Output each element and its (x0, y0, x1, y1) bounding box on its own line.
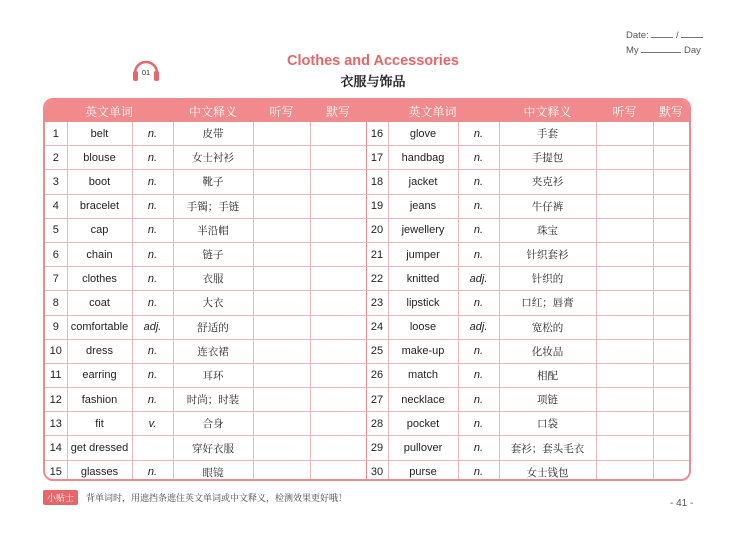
entry-word: dress (67, 339, 132, 363)
entry-part-of-speech: n. (458, 242, 499, 266)
tip-text: 背单词时，用遮挡条遮住英文单词或中文释义，检测效果更好哦！ (86, 493, 348, 503)
silent-blank[interactable] (653, 146, 689, 170)
entry-meaning: 链子 (173, 242, 253, 266)
entry-meaning: 手套 (499, 122, 596, 146)
entry-number: 9 (45, 315, 67, 339)
table-row (45, 122, 689, 146)
entry-word: get dressed (67, 436, 132, 460)
entry-number: 28 (366, 412, 388, 436)
tip-bar (43, 490, 347, 505)
entry-number: 13 (45, 412, 67, 436)
silent-blank[interactable] (653, 436, 689, 460)
entry-meaning: 项链 (499, 388, 596, 412)
title-chinese: 衣服与饰品 (340, 74, 406, 89)
entry-word: necklace (388, 388, 458, 412)
silent-blank[interactable] (310, 412, 366, 436)
entry-part-of-speech: n. (132, 146, 173, 170)
listen-blank[interactable] (253, 242, 310, 266)
silent-blank[interactable] (653, 339, 689, 363)
entry-number: 3 (45, 170, 67, 194)
entry-meaning: 衣服 (173, 267, 253, 291)
vocabulary-table (43, 98, 691, 481)
table-row (45, 218, 689, 242)
listen-blank[interactable] (253, 267, 310, 291)
entry-part-of-speech: n. (132, 363, 173, 387)
entry-meaning: 化妆品 (499, 339, 596, 363)
entry-meaning: 舒适的 (173, 315, 253, 339)
table-row (45, 412, 689, 436)
silent-blank[interactable] (653, 218, 689, 242)
entry-meaning: 相配 (499, 363, 596, 387)
listen-blank[interactable] (253, 315, 310, 339)
entry-meaning: 穿好衣服 (173, 436, 253, 460)
entry-word: comfortable (67, 315, 132, 339)
silent-blank[interactable] (310, 339, 366, 363)
month-blank[interactable] (651, 28, 673, 38)
listen-blank[interactable] (253, 291, 310, 315)
day-label: Day (683, 45, 701, 56)
silent-blank[interactable] (310, 218, 366, 242)
entry-word: pocket (388, 412, 458, 436)
entry-number: 22 (366, 267, 388, 291)
entry-number: 10 (45, 339, 67, 363)
table-row (45, 339, 689, 363)
entry-meaning: 口红；唇膏 (499, 291, 596, 315)
listen-blank[interactable] (596, 412, 653, 436)
entry-word: belt (67, 122, 132, 146)
silent-blank[interactable] (653, 122, 689, 146)
entry-meaning: 口袋 (499, 412, 596, 436)
silent-blank[interactable] (310, 315, 366, 339)
listen-blank[interactable] (253, 170, 310, 194)
entry-meaning: 针织的 (499, 267, 596, 291)
listen-blank[interactable] (596, 194, 653, 218)
silent-blank[interactable] (310, 291, 366, 315)
entry-number: 24 (366, 315, 388, 339)
entry-part-of-speech: n. (132, 291, 173, 315)
listen-blank[interactable] (253, 388, 310, 412)
entry-word: match (388, 363, 458, 387)
listen-blank[interactable] (253, 339, 310, 363)
date-label: Date: (626, 30, 649, 41)
entry-part-of-speech: n. (458, 122, 499, 146)
entry-meaning: 套衫；套头毛衣 (499, 436, 596, 460)
entry-meaning: 连衣裙 (173, 339, 253, 363)
header-silent-left: 默写 (326, 104, 351, 119)
listen-blank[interactable] (596, 122, 653, 146)
entry-part-of-speech: n. (458, 170, 499, 194)
table-header-row (45, 100, 689, 122)
entry-number: 29 (366, 436, 388, 460)
entry-meaning: 宽松的 (499, 315, 596, 339)
listen-blank[interactable] (596, 388, 653, 412)
tip-badge: 小贴士 (43, 490, 78, 505)
table-row (45, 194, 689, 218)
entry-part-of-speech: n. (458, 436, 499, 460)
header-silent-right: 默写 (659, 104, 684, 119)
entry-meaning: 皮带 (173, 122, 253, 146)
silent-blank[interactable] (310, 170, 366, 194)
listen-blank[interactable] (596, 339, 653, 363)
entry-number: 1 (45, 122, 67, 146)
entry-number: 25 (366, 339, 388, 363)
listen-blank[interactable] (596, 218, 653, 242)
silent-blank[interactable] (653, 194, 689, 218)
entry-meaning: 夹克衫 (499, 170, 596, 194)
entry-part-of-speech: n. (458, 412, 499, 436)
table-row (45, 242, 689, 266)
title-english: Clothes and Accessories (287, 53, 459, 69)
entry-word: glove (388, 122, 458, 146)
entry-meaning: 大衣 (173, 291, 253, 315)
entry-number: 23 (366, 291, 388, 315)
listen-blank[interactable] (596, 460, 653, 481)
listen-blank[interactable] (596, 291, 653, 315)
entry-meaning: 耳环 (173, 363, 253, 387)
listen-blank[interactable] (253, 194, 310, 218)
page-number: - 41 - (670, 498, 694, 509)
header-meaning-left: 中文释义 (189, 104, 238, 119)
silent-blank[interactable] (310, 242, 366, 266)
day-blank[interactable] (681, 28, 703, 38)
table-row (45, 363, 689, 387)
entry-part-of-speech: n. (132, 267, 173, 291)
entry-meaning: 半沿帽 (173, 218, 253, 242)
table-row (45, 388, 689, 412)
silent-blank[interactable] (653, 315, 689, 339)
entry-part-of-speech: n. (458, 291, 499, 315)
entry-part-of-speech: n. (458, 388, 499, 412)
entry-word: boot (67, 170, 132, 194)
entry-number: 7 (45, 267, 67, 291)
silent-blank[interactable] (310, 194, 366, 218)
listen-blank[interactable] (253, 412, 310, 436)
listen-blank[interactable] (253, 122, 310, 146)
listen-blank[interactable] (253, 218, 310, 242)
entry-number: 26 (366, 363, 388, 387)
entry-number: 14 (45, 436, 67, 460)
entry-part-of-speech: n. (132, 242, 173, 266)
entry-number: 21 (366, 242, 388, 266)
listen-blank[interactable] (596, 146, 653, 170)
entry-meaning: 合身 (173, 412, 253, 436)
entry-part-of-speech: n. (458, 363, 499, 387)
silent-blank[interactable] (653, 388, 689, 412)
entry-number: 2 (45, 146, 67, 170)
header-meaning-right: 中文释义 (523, 104, 572, 119)
entry-part-of-speech: n. (132, 388, 173, 412)
entry-number: 15 (45, 460, 67, 481)
listen-blank[interactable] (253, 460, 310, 481)
silent-blank[interactable] (310, 267, 366, 291)
entry-word: jeans (388, 194, 458, 218)
entry-meaning: 时尚；时装 (173, 388, 253, 412)
entry-word: purse (388, 460, 458, 481)
listen-blank[interactable] (253, 363, 310, 387)
table-row (45, 460, 689, 481)
silent-blank[interactable] (653, 170, 689, 194)
entry-part-of-speech: adj. (458, 315, 499, 339)
entry-part-of-speech: v. (132, 412, 173, 436)
entry-word: lipstick (388, 291, 458, 315)
entry-meaning: 女士钱包 (499, 460, 596, 481)
listen-blank[interactable] (596, 436, 653, 460)
entry-word: handbag (388, 146, 458, 170)
my-label: My (626, 45, 639, 56)
entry-meaning: 眼镜 (173, 460, 253, 481)
entry-part-of-speech: n. (132, 460, 173, 481)
entry-word: loose (388, 315, 458, 339)
silent-blank[interactable] (310, 363, 366, 387)
listen-blank[interactable] (596, 242, 653, 266)
silent-blank[interactable] (653, 460, 689, 481)
table-row (45, 146, 689, 170)
entry-word: glasses (67, 460, 132, 481)
entry-number: 6 (45, 242, 67, 266)
entry-meaning: 手提包 (499, 146, 596, 170)
entry-word: jumper (388, 242, 458, 266)
entry-number: 17 (366, 146, 388, 170)
entry-word: cap (67, 218, 132, 242)
silent-blank[interactable] (310, 146, 366, 170)
table-row (45, 170, 689, 194)
entry-word: jewellery (388, 218, 458, 242)
silent-blank[interactable] (653, 242, 689, 266)
entry-number: 19 (366, 194, 388, 218)
entry-number: 8 (45, 291, 67, 315)
entry-part-of-speech: n. (458, 218, 499, 242)
entry-part-of-speech: n. (458, 194, 499, 218)
entry-part-of-speech: n. (132, 218, 173, 242)
entry-number: 4 (45, 194, 67, 218)
entry-word: coat (67, 291, 132, 315)
entry-word: fashion (67, 388, 132, 412)
listen-blank[interactable] (596, 267, 653, 291)
header-listen-right: 听写 (612, 104, 637, 119)
entry-word: jacket (388, 170, 458, 194)
table-row (45, 436, 689, 460)
entry-number: 12 (45, 388, 67, 412)
silent-blank[interactable] (310, 388, 366, 412)
entry-number: 16 (366, 122, 388, 146)
table-row (45, 267, 689, 291)
my-day-blank[interactable] (641, 43, 681, 53)
entry-word: clothes (67, 267, 132, 291)
entry-part-of-speech: adj. (458, 267, 499, 291)
listen-blank[interactable] (253, 146, 310, 170)
table-row (45, 291, 689, 315)
entry-meaning: 手镯；手链 (173, 194, 253, 218)
entry-part-of-speech: n. (458, 339, 499, 363)
silent-blank[interactable] (310, 122, 366, 146)
entry-word: fit (67, 412, 132, 436)
header-word-right: 英文单词 (408, 104, 457, 119)
entry-meaning: 靴子 (173, 170, 253, 194)
entry-number: 30 (366, 460, 388, 481)
entry-number: 18 (366, 170, 388, 194)
silent-blank[interactable] (653, 412, 689, 436)
entry-word: knitted (388, 267, 458, 291)
entry-part-of-speech: n. (132, 170, 173, 194)
entry-meaning: 珠宝 (499, 218, 596, 242)
entry-part-of-speech: n. (132, 339, 173, 363)
date-line (626, 28, 703, 43)
entry-word: chain (67, 242, 132, 266)
entry-number: 5 (45, 218, 67, 242)
silent-blank[interactable] (310, 460, 366, 481)
entry-part-of-speech: n. (458, 460, 499, 481)
entry-part-of-speech: n. (132, 194, 173, 218)
silent-blank[interactable] (653, 291, 689, 315)
entry-meaning: 针织套衫 (499, 242, 596, 266)
entry-number: 20 (366, 218, 388, 242)
entry-number: 27 (366, 388, 388, 412)
listen-blank[interactable] (253, 436, 310, 460)
date-separator: / (676, 30, 679, 41)
silent-blank[interactable] (653, 267, 689, 291)
entry-part-of-speech (132, 436, 173, 460)
entry-part-of-speech: n. (458, 146, 499, 170)
entry-meaning: 女士衬衫 (173, 146, 253, 170)
entry-word: make-up (388, 339, 458, 363)
table-row (45, 315, 689, 339)
track-number: 01 (141, 68, 151, 77)
entry-word: bracelet (67, 194, 132, 218)
entry-part-of-speech: n. (132, 122, 173, 146)
table-body (45, 122, 689, 481)
entry-meaning: 牛仔裤 (499, 194, 596, 218)
entry-word: pullover (388, 436, 458, 460)
silent-blank[interactable] (653, 363, 689, 387)
header-listen-left: 听写 (269, 104, 294, 119)
entry-number: 11 (45, 363, 67, 387)
listen-blank[interactable] (596, 170, 653, 194)
entry-word: earring (67, 363, 132, 387)
header-word-left: 英文单词 (85, 104, 134, 119)
entry-part-of-speech: adj. (132, 315, 173, 339)
silent-blank[interactable] (310, 436, 366, 460)
entry-word: blouse (67, 146, 132, 170)
listen-blank[interactable] (596, 363, 653, 387)
listen-blank[interactable] (596, 315, 653, 339)
